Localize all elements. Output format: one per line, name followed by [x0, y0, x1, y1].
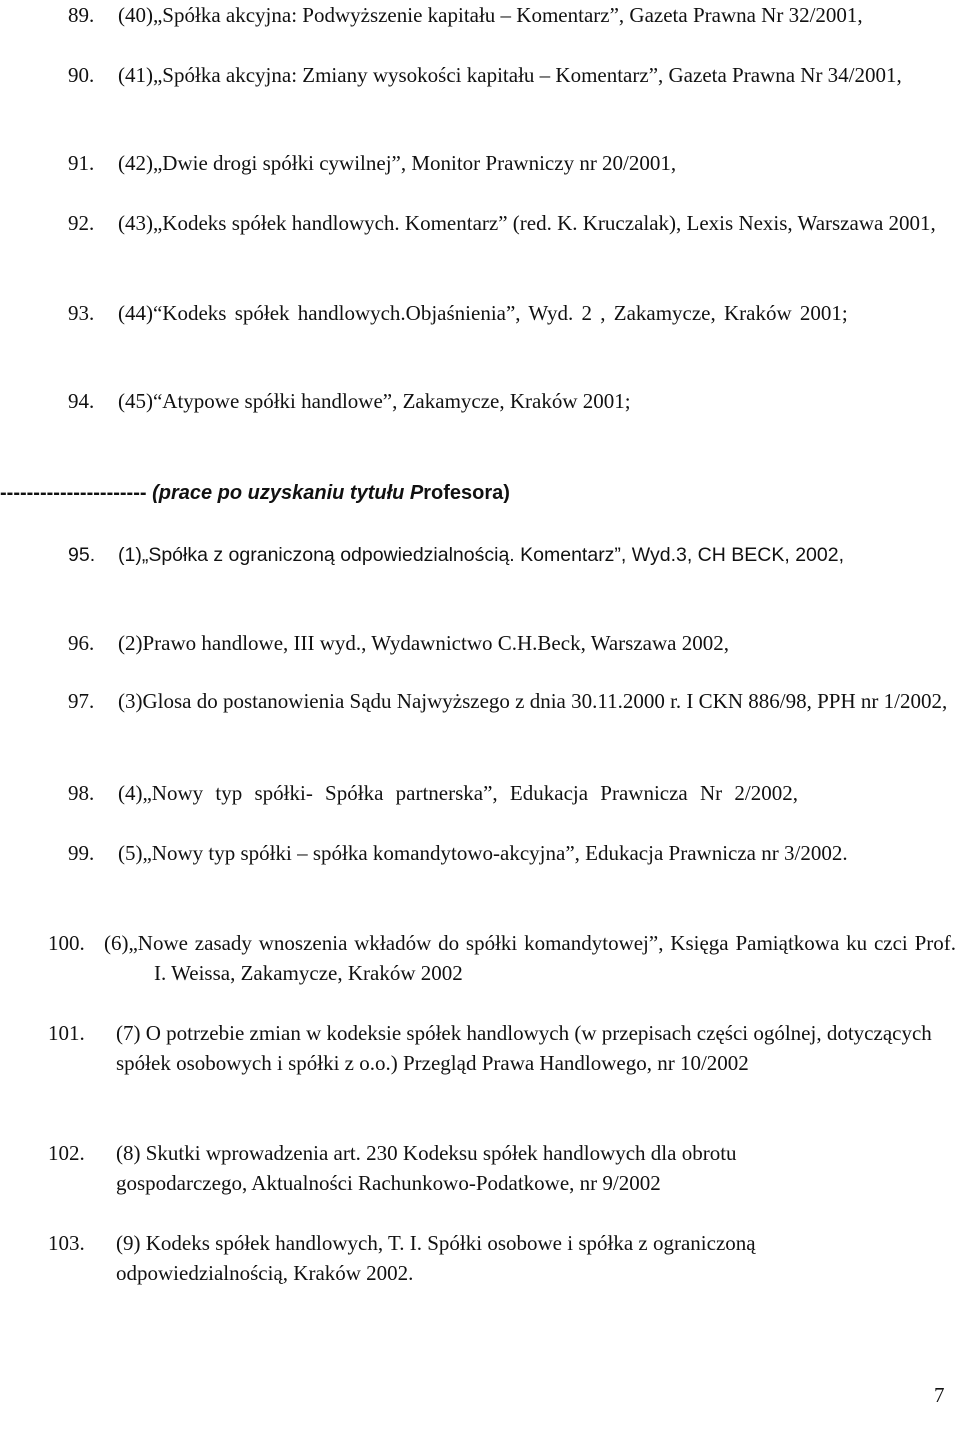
separator-dashes: ----------------------	[0, 482, 147, 504]
bibliography-entry-96	[68, 628, 956, 658]
entry-text: (1)„Spółka z ograniczoną odpowiedzialnością. Komentarz”, Wyd.3, CH BECK, 2002,	[118, 544, 845, 566]
entry-number: 100.	[48, 931, 85, 955]
entry-text: (8) Skutki wprowadzenia art. 230 Kodeksu spółek handlowych dla obrotu gospodarczego, Aktualności Rachunkowo-Podatkowe, nr 9/2002	[116, 1141, 737, 1195]
entry-number: 91.	[68, 151, 95, 175]
bibliography-entry-89	[68, 0, 956, 30]
entry-text: (5)„Nowy typ spółki – spółka komandytowo-akcyjna”, Edukacja Prawnicza nr 3/2002.	[118, 841, 848, 865]
bibliography-entry-94	[68, 386, 956, 416]
bibliography-entry-97	[68, 686, 956, 716]
entry-number: 101.	[48, 1021, 85, 1045]
entry-number: 90.	[68, 63, 95, 87]
separator-italic-label: (prace po uzyskaniu tytułu P	[152, 482, 424, 504]
bibliography-entry-92	[68, 208, 956, 238]
entry-text: (45)“Atypowe spółki handlowe”, Zakamycze, Kraków 2001;	[118, 389, 631, 413]
entry-number: 93.	[68, 301, 95, 325]
entry-text: (40)„Spółka akcyjna: Podwyższenie kapitału – Komentarz”, Gazeta Prawna Nr 32/2001,	[118, 3, 863, 27]
separator-label-end: rofesora)	[423, 482, 510, 504]
bibliography-entry-93	[68, 298, 956, 328]
section-separator	[0, 478, 960, 508]
entry-text: (6)„Nowe zasady wnoszenia wkładów do spółki komandytowej”, Księga Pamiątkowa ku czci Prof. I. Weissa, Zakamycze, Kraków 2002	[104, 931, 956, 985]
entry-text: (4)„Nowy typ spółki- Spółka partnerska”, Edukacja Prawnicza Nr 2/2002,	[118, 781, 798, 805]
page-number: 7	[934, 1383, 945, 1407]
bibliography-entry-91	[68, 148, 956, 178]
entry-text: (3)Glosa do postanowienia Sądu Najwyższego z dnia 30.11.2000 r. I CKN 886/98, PPH nr 1/2002,	[118, 689, 948, 713]
bibliography-entry-90	[68, 60, 956, 90]
bibliography-entry-101	[48, 1018, 956, 1078]
entry-number: 99.	[68, 841, 95, 865]
bibliography-entry-95	[68, 540, 956, 570]
entry-number: 102.	[48, 1141, 85, 1165]
entry-text: (42)„Dwie drogi spółki cywilnej”, Monitor Prawniczy nr 20/2001,	[118, 151, 677, 175]
entry-number: 94.	[68, 389, 95, 413]
entry-number: 95.	[68, 544, 96, 566]
bibliography-entry-103	[48, 1228, 956, 1288]
bibliography-entry-100	[48, 928, 956, 988]
entry-text: (43)„Kodeks spółek handlowych. Komentarz” (red. K. Kruczalak), Lexis Nexis, Warszawa 2001,	[118, 211, 936, 235]
entry-text: (7) O potrzebie zmian w kodeksie spółek handlowych (w przepisach części ogólnej, dotyczących spółek osobowych i spółki z o.o.) Przegląd Prawa Handlowego, nr 10/2002	[116, 1021, 932, 1075]
entry-text: (41)„Spółka akcyjna: Zmiany wysokości kapitału – Komentarz”, Gazeta Prawna Nr 34/2001,	[118, 63, 902, 87]
entry-number: 92.	[68, 211, 95, 235]
entry-number: 96.	[68, 631, 95, 655]
entry-number: 89.	[68, 3, 95, 27]
entry-text: (44)“Kodeks spółek handlowych.Objaśnienia”, Wyd. 2 , Zakamycze, Kraków 2001;	[118, 301, 848, 325]
entry-text: (9) Kodeks spółek handlowych, T. I. Spółki osobowe i spółka z ograniczoną odpowiedzialnością, Kraków 2002.	[116, 1231, 756, 1285]
bibliography-entry-98	[68, 778, 956, 808]
bibliography-entry-99	[68, 838, 956, 868]
entry-number: 97.	[68, 689, 95, 713]
bibliography-entry-102	[48, 1138, 956, 1198]
entry-number: 103.	[48, 1231, 85, 1255]
entry-text: (2)Prawo handlowe, III wyd., Wydawnictwo C.H.Beck, Warszawa 2002,	[118, 631, 729, 655]
entry-number: 98.	[68, 781, 95, 805]
